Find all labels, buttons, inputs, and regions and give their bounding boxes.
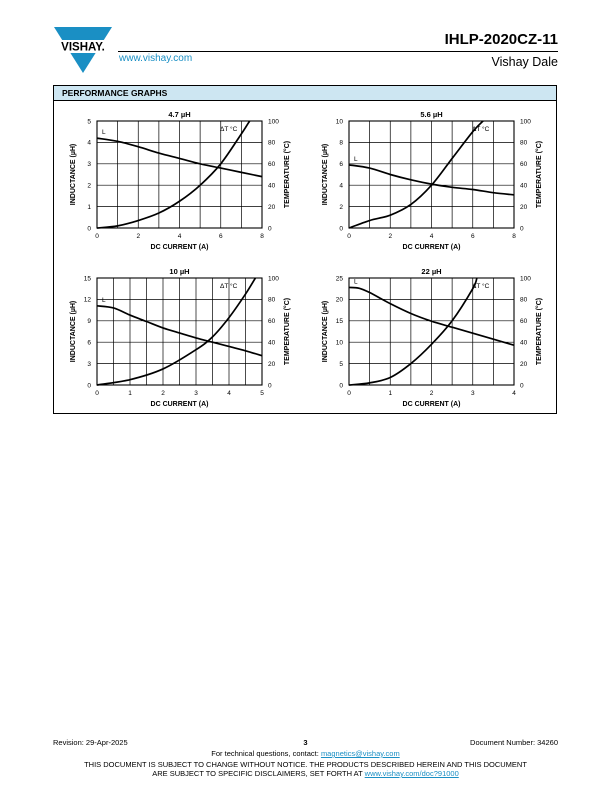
y2-tick-label: 40 [520,182,528,190]
x-tick-label: 0 [95,233,99,240]
y-tick-label: 0 [87,382,91,390]
disclaimer-line-2 [53,769,558,778]
x-tick-label: 8 [512,233,516,240]
section-title: PERFORMANCE GRAPHS [54,86,556,101]
chart-svg [58,105,308,263]
y2-tick-label: 60 [520,318,528,326]
y2-tick-label: 0 [520,225,524,233]
x-tick-label: 3 [194,390,198,397]
y-tick-label: 4 [87,139,91,147]
x-tick-label: 0 [347,390,351,397]
chart-4-7uh [58,105,308,263]
y-tick-label: 2 [339,203,343,211]
contact-prefix: For technical questions, contact: [211,749,321,758]
x-axis-label: DC CURRENT (A) [150,401,209,408]
performance-graphs-panel [53,85,557,414]
y2-tick-label: 80 [268,139,276,147]
x-tick-label: 1 [128,390,132,397]
y-tick-label: 1 [87,203,91,211]
y-tick-label: 3 [87,161,91,169]
header-rule [118,51,558,52]
logo-text: VISHAY. [61,41,105,54]
chart-title: 4.7 µH [168,110,191,119]
y-tick-label: 10 [335,118,343,126]
y2-tick-label: 40 [268,339,276,347]
y2-tick-label: 20 [520,203,528,211]
y2-tick-label: 20 [520,360,528,368]
series-label-temperature: ΔT °C [220,126,238,133]
x-tick-label: 6 [218,233,223,240]
disclaimer-link[interactable]: www.vishay.com/doc?91000 [364,769,459,778]
page-number: 3 [303,738,308,747]
y2-tick-label: 80 [520,296,528,304]
y-axis-label: INDUCTANCE (µH) [70,143,77,206]
y2-tick-label: 60 [520,161,528,169]
y-tick-label: 5 [87,118,91,126]
x-tick-label: 3 [470,390,475,397]
x-axis-label: DC CURRENT (A) [150,244,209,251]
chart-22uh [310,262,560,420]
y-tick-label: 3 [87,360,91,368]
y2-tick-label: 20 [268,360,276,368]
x-tick-label: 5 [260,390,264,397]
x-tick-label: 2 [136,233,141,240]
chart-5-6uh [310,105,560,263]
temperature-series-line [97,121,250,228]
contact-line [53,749,558,758]
y-tick-label: 0 [87,225,91,233]
y2-tick-label: 80 [520,139,528,147]
chart-title: 5.6 µH [420,110,443,119]
y2-tick-label: 100 [520,118,531,126]
y2-tick-label: 80 [268,296,276,304]
y2-tick-label: 20 [268,203,276,211]
y-axis-label: INDUCTANCE (µH) [322,143,329,206]
disclaimer-prefix: ARE SUBJECT TO SPECIFIC DISCLAIMERS, SET FORTH AT [152,769,365,778]
website-link[interactable]: www.vishay.com [119,53,193,64]
y2-axis-label: TEMPERATURE (°C) [536,140,543,209]
x-tick-label: 2 [429,390,434,397]
y2-tick-label: 40 [268,182,276,190]
y2-tick-label: 60 [268,161,276,169]
y2-tick-label: 0 [520,382,524,390]
series-label-inductance: L [102,129,106,137]
chart-svg [310,105,560,263]
y-tick-label: 6 [87,339,91,347]
revision: Revision: 29-Apr-2025 [53,738,128,747]
y2-tick-label: 0 [268,382,272,390]
y-tick-label: 0 [339,382,343,390]
temperature-series-line [349,278,477,385]
series-label-temperature: ΔT °C [220,283,238,290]
y2-tick-label: 100 [268,118,279,126]
disclaimer-line-1: THIS DOCUMENT IS SUBJECT TO CHANGE WITHOUT NOTICE. THE PRODUCTS DESCRIBED HEREIN AND THIS DOCUMENT [84,760,527,769]
y-tick-label: 6 [339,161,343,169]
y2-tick-label: 40 [520,339,528,347]
vishay-logo [52,27,114,75]
y-tick-label: 4 [339,182,343,190]
x-tick-label: 0 [347,233,351,240]
x-tick-label: 4 [177,233,182,240]
y-tick-label: 20 [335,296,343,304]
series-label-inductance: L [354,155,358,163]
y-tick-label: 15 [335,318,343,326]
y-tick-label: 2 [87,182,91,190]
y-axis-label: INDUCTANCE (µH) [70,300,77,363]
x-tick-label: 0 [95,390,99,397]
x-tick-label: 2 [161,390,165,397]
y2-tick-label: 60 [268,318,276,326]
series-label-inductance: L [102,296,106,304]
document-number: Document Number: 34260 [470,738,558,747]
x-tick-label: 4 [512,390,516,397]
part-number: IHLP-2020CZ-11 [444,31,558,48]
x-tick-label: 4 [429,233,434,240]
company-name: Vishay Dale [491,55,558,69]
y2-axis-label: TEMPERATURE (°C) [284,297,291,366]
y-tick-label: 12 [83,296,91,304]
x-tick-label: 2 [388,233,393,240]
series-label-temperature: ΔT °C [472,283,490,290]
temperature-series-line [349,121,483,228]
chart-svg [310,262,560,420]
series-label-inductance: L [354,278,358,286]
y-tick-label: 10 [335,339,343,347]
x-axis-label: DC CURRENT (A) [402,244,461,251]
y2-tick-label: 100 [520,275,531,283]
chart-10uh [58,262,308,420]
y-tick-label: 8 [339,139,343,147]
y-tick-label: 15 [83,275,91,283]
contact-email-link[interactable]: magnetics@vishay.com [320,749,400,758]
x-axis-label: DC CURRENT (A) [402,401,461,408]
x-tick-label: 8 [260,233,264,240]
chart-svg [58,262,308,420]
chart-title: 22 µH [421,267,442,276]
x-tick-label: 4 [227,390,231,397]
chart-title: 10 µH [169,267,190,276]
y-tick-label: 9 [87,318,91,326]
x-tick-label: 6 [470,233,475,240]
y-tick-label: 5 [339,360,343,368]
series-label-temperature: ΔT °C [472,126,490,133]
y2-tick-label: 100 [268,275,279,283]
y-axis-label: INDUCTANCE (µH) [322,300,329,363]
y-tick-label: 0 [339,225,343,233]
y2-axis-label: TEMPERATURE (°C) [536,297,543,366]
y-tick-label: 25 [335,275,343,283]
y2-axis-label: TEMPERATURE (°C) [284,140,291,209]
y2-tick-label: 0 [268,225,272,233]
x-tick-label: 1 [388,390,393,397]
